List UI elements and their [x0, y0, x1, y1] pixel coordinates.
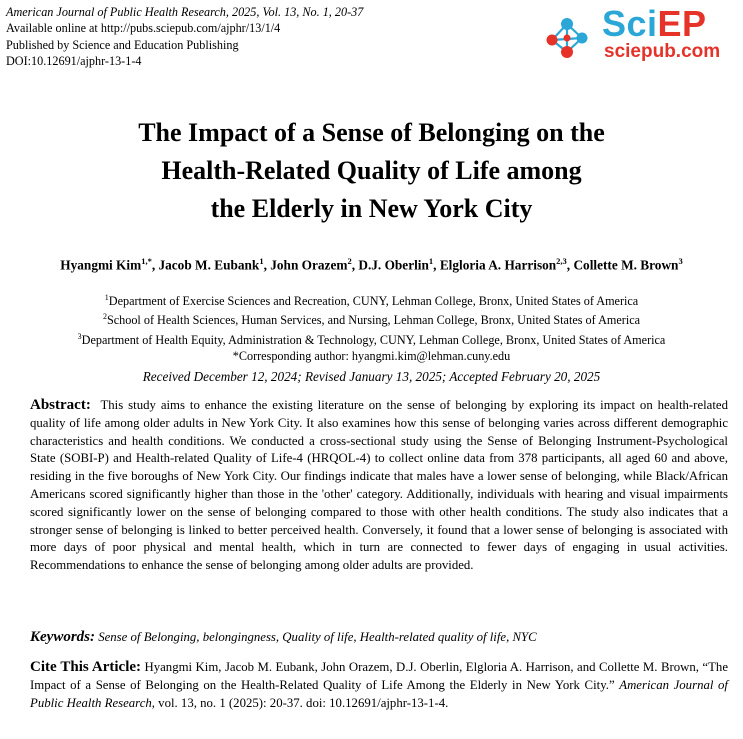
sciep-logo — [540, 3, 740, 66]
sciep-url: sciepub.com — [604, 41, 721, 62]
title-line: the Elderly in New York City — [210, 194, 533, 223]
keywords-label: Keywords: — [30, 629, 95, 645]
journal-info — [6, 4, 476, 69]
title-line: Health-Related Quality of Life among — [161, 156, 582, 185]
affiliations — [0, 290, 743, 364]
corresponding-author: *Corresponding author: hyangmi.kim@lehman.cuny.edu — [232, 349, 511, 364]
author-affil-sup: 1 — [259, 256, 264, 266]
author-name: Hyangmi Kim — [60, 257, 142, 273]
author-name: John Orazem — [270, 257, 348, 273]
received-dates: Received December 12, 2024; Revised January 13, 2025; Accepted February 20, 2025 — [142, 369, 601, 384]
cite-this-article — [30, 659, 728, 712]
publisher-line: Published by Science and Education Publishing — [6, 37, 239, 52]
abstract — [30, 397, 728, 575]
cite-journal: American Journal of Public Health Research — [30, 677, 728, 710]
sciep-wordmark: SciEP — [602, 3, 707, 44]
author-affil-sup: 2 — [347, 256, 352, 266]
journal-citation-line: American Journal of Public Health Research, 2025, Vol. 13, No. 1, 20-37 — [6, 5, 364, 19]
keywords — [30, 629, 728, 647]
affiliation: $^3$Department of Health Equity, Administration & Technology, CUNY, Lehman College, Bronx, United States of America — [77, 331, 666, 347]
cite-text: Hyangmi Kim, Jacob M. Eubank, John Orazem, D.J. Oberlin, Elgloria A. Harrison, and Collette M. Brown, “The Impact of a Sense of Belonging on the Health-Related Quality of Life Among the Elderly in New York City.” — [30, 660, 728, 692]
author-name: Collette M. Brown — [573, 257, 679, 273]
abstract-label: Abstract: — [30, 397, 91, 413]
cite-label: Cite This Article: — [30, 659, 142, 675]
author-name: Elgloria A. Harrison — [439, 257, 557, 273]
cite-details: , vol. 13, no. 1 (2025): 20-37. doi: 10.12691/ajphr-13-1-4. — [151, 695, 449, 710]
sciep-network-icon — [540, 10, 594, 64]
author-name: D.J. Oberlin — [358, 257, 429, 273]
keywords-text: Sense of Belonging, belongingness, Quality of life, Health-related quality of life, NYC — [98, 630, 537, 644]
author-affil-sup: 2,3 — [556, 256, 567, 266]
affiliation: $^2$School of Health Sciences, Human Services, and Nursing, Lehman College, Bronx, United States of America — [102, 312, 641, 328]
author-list: Hyangmi Kim$^{1,*}$, Jacob M. Eubank$^1$, John Orazem$^2$, D.J. Oberlin$^1$, Elgloria A. Harrison$^{2,3}$, Collette M. Brown$^3$ — [60, 256, 683, 273]
available-online-line: Available online at http://pubs.sciepub.com/ajphr/13/1/4 — [6, 21, 281, 36]
author-name: Jacob M. Eubank — [158, 257, 260, 273]
doi-line: DOI:10.12691/ajphr-13-1-4 — [6, 53, 142, 68]
affiliation: $^1$Department of Exercise Sciences and Recreation, CUNY, Lehman College, Bronx, United States of America — [104, 293, 639, 309]
title-line: The Impact of a Sense of Belonging on the — [138, 118, 605, 147]
abstract-text: This study aims to enhance the existing literature on the sense of belonging by exploring its impact on health-related quality of life among older adults in New York City. It also examines how this sense of belonging varies across different demographic characteristics and health conditions. We conducted a cross-sectional study using the Sense of Belonging Instrument-Psychological State (SOBI-P) and Health-related Quality of Life-4 (HRQOL-4) to collect online data from 378 participants, all aged 60 and above, residing in the five boroughs of New York City. Our findings indicate that males have a lower sense of belonging, while Black/African Americans scored significantly higher than those in the 'other' category. Additionally, individuals with hearing and visual impairments scored significantly lower on the sense of belonging compared to those with other health conditions. The study also indicates that a stronger sense of belonging is linked to better perceived health. Conversely, it found that a lower sense of belonging is associated with more days of poor physical and mental health, which in turn are connected to fewer days of engaging in usual activities. Recommendations to enhance the sense of belonging among older adults are provided. — [30, 398, 728, 573]
author-affil-sup: 3 — [678, 256, 683, 266]
author-affil-sup: 1 — [428, 256, 434, 266]
author-affil-sup: 1,* — [141, 256, 152, 266]
paper-title — [0, 114, 743, 228]
